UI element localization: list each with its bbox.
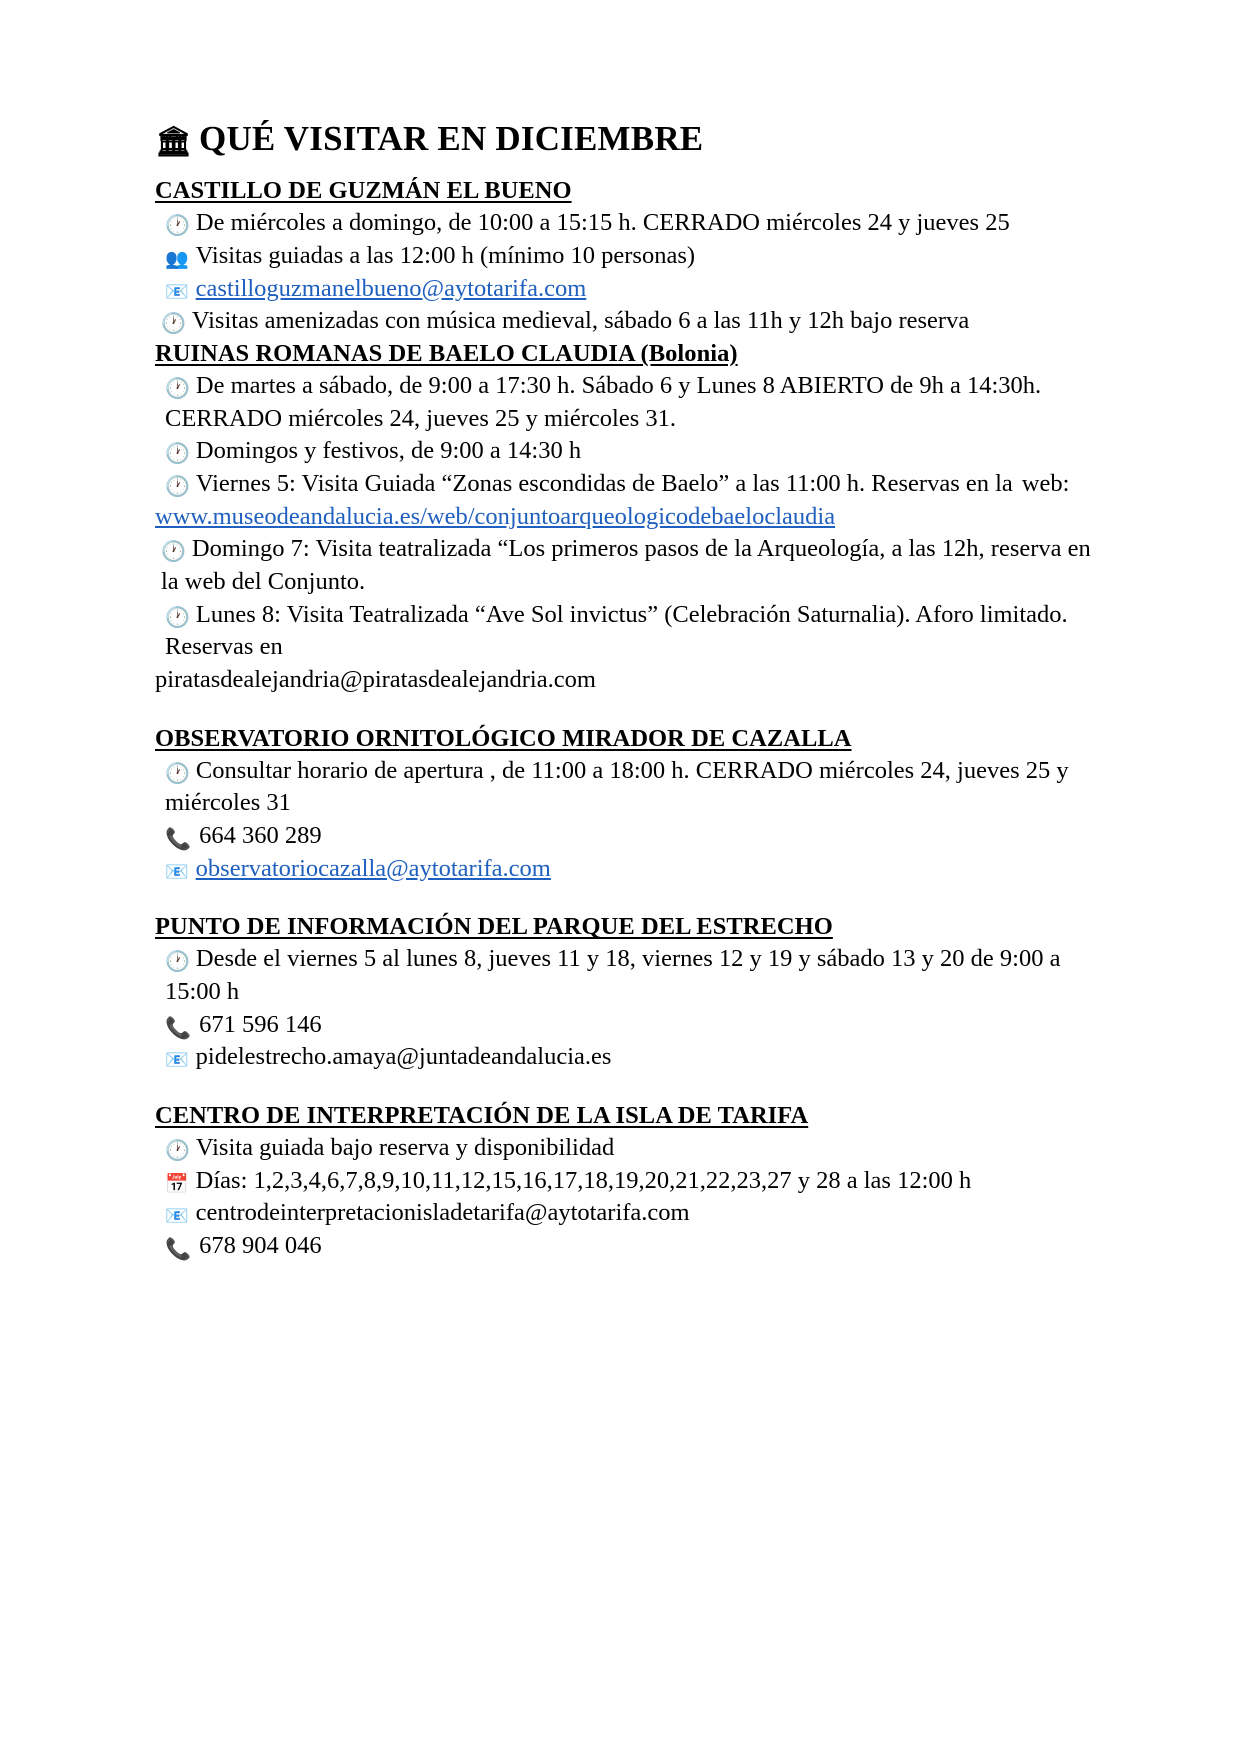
line-text: Visitas guiadas a las 12:00 h (mínimo 10 personas) — [195, 241, 696, 269]
line-cazalla-email — [155, 853, 1095, 886]
line-text-cont: web: — [1021, 469, 1070, 497]
clock-icon: 🕐 — [165, 375, 190, 400]
line-isla-dias — [155, 1165, 1095, 1198]
spacer — [155, 1074, 1095, 1100]
section-heading-row — [155, 911, 1095, 943]
line-estrecho-telefono — [155, 1009, 1095, 1042]
clock-icon: 🕐 — [165, 760, 190, 785]
line-text: Lunes 8: Visita Teatralizada “Ave Sol invictus” (Celebración Saturnalia). Aforo limitado. Reservas en — [165, 600, 1068, 661]
line-text: Domingo 7: Visita teatralizada “Los primeros pasos de la Arqueología, a las 12h, reserva en la web del Conjunto. — [161, 535, 1091, 596]
line-text: Días: 1,2,3,4,6,7,8,9,10,11,12,15,16,17,18,19,20,21,22,23,27 y 28 a las 12:00 h — [195, 1166, 972, 1194]
phone-number: 671 596 146 — [199, 1010, 322, 1038]
people-icon: 👥 — [165, 247, 189, 270]
phone-number: 678 904 046 — [199, 1232, 322, 1260]
section-heading-row — [155, 338, 1095, 370]
section-heading-baelo: RUINAS ROMANAS DE BAELO CLAUDIA (Bolonia) — [155, 339, 738, 367]
email-link-castillo[interactable]: castilloguzmanelbueno@aytotarifa.com — [195, 274, 587, 302]
line-text: De martes a sábado, de 9:00 a 17:30 h. Sábado 6 y Lunes 8 ABIERTO de 9h a 14:30h. CERRADO miércoles 24, jueves 25 y miércoles 31. — [165, 371, 1042, 432]
line-text: Desde el viernes 5 al lunes 8, jueves 11 y 18, viernes 12 y 19 y sábado 13 y 20 de 9:00 a 15:00 h — [165, 945, 1061, 1006]
line-text: Consultar horario de apertura , de 11:00 a 18:00 h. CERRADO miércoles 24, jueves 25 y miércoles 31 — [165, 756, 1069, 817]
line-baelo-viernes5 — [155, 468, 1095, 501]
section-heading-row — [155, 175, 1095, 207]
line-estrecho-email — [155, 1041, 1095, 1074]
calendar-icon: 📅 — [165, 1172, 189, 1195]
line-cazalla-telefono — [155, 820, 1095, 853]
line-baelo-domingo7 — [155, 533, 1095, 598]
section-heading-row — [155, 723, 1095, 755]
clock-icon: 🕐 — [165, 949, 190, 974]
email-icon: 📧 — [165, 860, 189, 883]
clock-icon: 🕐 — [165, 1137, 190, 1162]
line-castillo-musica — [155, 305, 1095, 338]
line-castillo-visitas — [155, 240, 1095, 273]
clock-icon: 🕐 — [161, 539, 186, 564]
telephone-icon: 📞 — [165, 1015, 192, 1040]
line-text: Viernes 5: Visita Guiada “Zonas escondidas de Baelo” a las 11:00 h. Reservas en la — [195, 469, 1013, 497]
section-heading-isla: CENTRO DE INTERPRETACIÓN DE LA ISLA DE TARIFA — [155, 1102, 809, 1130]
line-text: De miércoles a domingo, de 10:00 a 15:15 h. CERRADO miércoles 24 y jueves 25 — [195, 209, 1010, 237]
email-link-cazalla[interactable]: observatoriocazalla@aytotarifa.com — [195, 854, 551, 882]
line-isla-telefono — [155, 1230, 1095, 1263]
line-castillo-horario — [155, 207, 1095, 240]
line-isla-email — [155, 1197, 1095, 1230]
email-icon: 📧 — [165, 1049, 189, 1072]
email-text-piratas: piratasdealejandria@piratasdealejandria.com — [155, 666, 596, 694]
email-text-isla: centrodeinterpretacionisladetarifa@aytotarifa.com — [195, 1199, 690, 1227]
email-icon: 📧 — [165, 1205, 189, 1228]
line-cazalla-horario — [155, 755, 1095, 820]
telephone-icon: 📞 — [165, 1237, 192, 1262]
spacer — [155, 885, 1095, 911]
email-icon: 📧 — [165, 280, 189, 303]
page-title-text: QUÉ VISITAR EN DICIEMBRE — [199, 119, 704, 158]
line-text: Visitas amenizadas con música medieval, sábado 6 a las 11h y 12h bajo reserva — [191, 307, 970, 335]
line-text: Visita guiada bajo reserva y disponibilidad — [195, 1133, 615, 1161]
email-text-estrecho: pidelestrecho.amaya@juntadeandalucia.es — [195, 1043, 612, 1071]
clock-icon: 🕐 — [165, 213, 190, 238]
clock-icon: 🕐 — [165, 604, 190, 629]
section-heading-row — [155, 1100, 1095, 1132]
web-link-baelo[interactable]: www.museodeandalucia.es/web/conjuntoarqueologicodebaeloclaudia — [155, 502, 836, 530]
section-heading-castillo: CASTILLO DE GUZMÁN EL BUENO — [155, 177, 572, 205]
page-title — [155, 118, 1095, 159]
document-content — [155, 118, 1095, 1263]
line-baelo-lunes8 — [155, 599, 1095, 664]
section-heading-cazalla: OBSERVATORIO ORNITOLÓGICO MIRADOR DE CAZALLA — [155, 724, 852, 752]
line-baelo-horario — [155, 370, 1095, 435]
line-baelo-email — [155, 664, 1095, 697]
line-baelo-url — [155, 501, 1095, 534]
clock-icon: 🕐 — [161, 311, 186, 336]
phone-number: 664 360 289 — [199, 822, 322, 850]
spacer — [155, 697, 1095, 723]
line-estrecho-horario — [155, 943, 1095, 1008]
clock-icon: 🕐 — [165, 473, 190, 498]
clock-icon: 🕐 — [165, 441, 190, 466]
section-heading-estrecho: PUNTO DE INFORMACIÓN DEL PARQUE DEL ESTRECHO — [155, 913, 833, 941]
classical-building-icon: 🏛 — [155, 124, 193, 158]
telephone-icon: 📞 — [165, 827, 192, 852]
line-text: Domingos y festivos, de 9:00 a 14:30 h — [195, 437, 582, 465]
line-isla-visita — [155, 1132, 1095, 1165]
line-castillo-email — [155, 273, 1095, 306]
line-baelo-domingos — [155, 435, 1095, 468]
